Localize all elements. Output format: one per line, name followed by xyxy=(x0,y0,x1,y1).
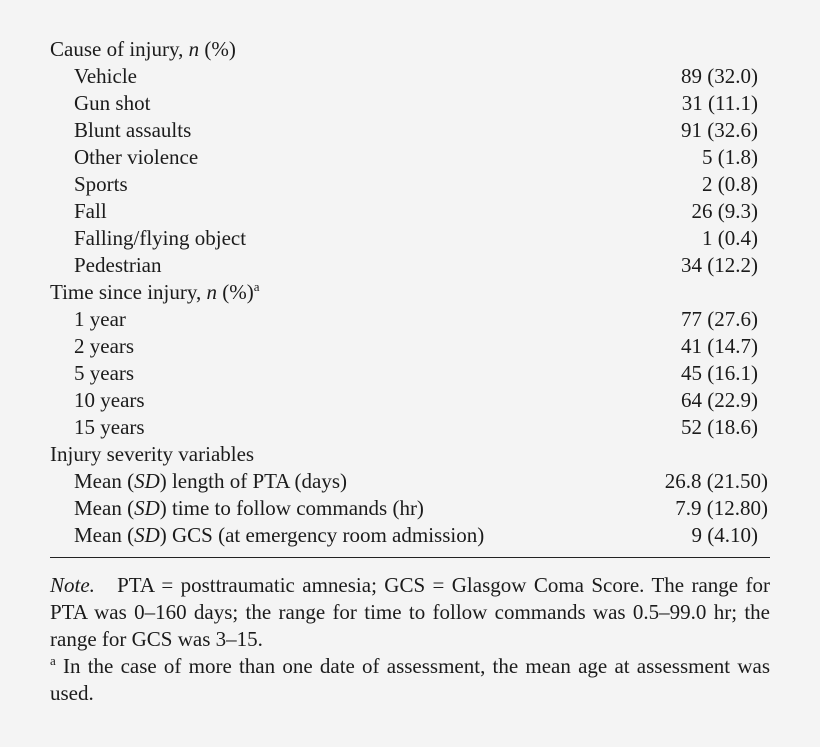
row-value: 52 (18.6) xyxy=(681,415,758,439)
group-heading-label xyxy=(50,279,260,306)
note-paragraph xyxy=(50,572,770,653)
row-label: Falling/flying object xyxy=(74,226,247,250)
table-row xyxy=(50,117,770,144)
row-value: 7.9 (12.80) xyxy=(675,496,768,520)
row-value: 26.8 (21.50) xyxy=(664,469,768,493)
row-label-suffix: ) time to follow commands (hr) xyxy=(159,496,424,520)
row-label: Sports xyxy=(74,172,128,196)
row-label: Pedestrian xyxy=(74,253,162,277)
row-label xyxy=(50,468,347,495)
table-row xyxy=(50,63,770,90)
table-row xyxy=(50,144,770,171)
table-row xyxy=(50,90,770,117)
row-value: 26 (9.3) xyxy=(691,199,758,223)
row-label-italic: SD xyxy=(134,496,160,520)
group-heading-label xyxy=(50,441,254,468)
row-label-italic: SD xyxy=(134,469,160,493)
injury-characteristics-table xyxy=(50,36,770,558)
row-label: Gun shot xyxy=(74,91,151,115)
row-label-prefix: Mean ( xyxy=(74,469,135,493)
note-label: Note. xyxy=(50,573,95,597)
row-value: 31 (11.1) xyxy=(681,91,758,115)
row-value: 77 (27.6) xyxy=(681,307,758,331)
row-label: 1 year xyxy=(74,307,126,331)
table-row xyxy=(50,360,770,387)
row-value: 91 (32.6) xyxy=(681,118,758,142)
table-row xyxy=(50,495,770,522)
row-label: Blunt assaults xyxy=(74,118,192,142)
row-value: 89 (32.0) xyxy=(681,64,758,88)
row-value: 5 (1.8) xyxy=(702,145,758,169)
heading-italic: n xyxy=(206,280,218,304)
row-label: 2 years xyxy=(74,334,135,358)
row-label-italic: SD xyxy=(134,523,160,547)
group-heading-time-since-injury xyxy=(50,279,770,306)
heading-text: Time since injury, xyxy=(50,280,207,304)
heading-text: Injury severity variables xyxy=(50,442,255,466)
table-note xyxy=(50,572,770,707)
row-value: 34 (12.2) xyxy=(681,253,758,277)
group-heading-label xyxy=(50,36,236,63)
footnote-paragraph xyxy=(50,653,770,707)
table-row xyxy=(50,225,770,252)
group-heading-injury-severity xyxy=(50,441,770,468)
table-bottom-rule xyxy=(50,557,770,558)
row-label: 5 years xyxy=(74,361,135,385)
heading-italic: n xyxy=(188,37,200,61)
table-row xyxy=(50,468,770,495)
row-label-prefix: Mean ( xyxy=(74,523,135,547)
table-row xyxy=(50,198,770,225)
table-row xyxy=(50,387,770,414)
row-label xyxy=(50,495,424,522)
row-label: 10 years xyxy=(74,388,145,412)
row-value: 2 (0.8) xyxy=(702,172,758,196)
table-row xyxy=(50,306,770,333)
footnote-text: In the case of more than one date of assessment, the mean age at assessment was used. xyxy=(50,654,770,705)
row-label-suffix: ) GCS (at emergency room admission) xyxy=(159,523,485,547)
table-row xyxy=(50,414,770,441)
heading-suffix: (%) xyxy=(217,280,254,304)
group-heading-cause xyxy=(50,36,770,63)
table-row xyxy=(50,333,770,360)
table-row xyxy=(50,252,770,279)
row-value: 41 (14.7) xyxy=(681,334,758,358)
row-label-prefix: Mean ( xyxy=(74,496,135,520)
row-value: 1 (0.4) xyxy=(702,226,758,250)
row-label-suffix: ) length of PTA (days) xyxy=(159,469,348,493)
row-value: 9 (4.10) xyxy=(691,523,758,547)
row-value: 45 (16.1) xyxy=(681,361,758,385)
heading-text: Cause of injury, xyxy=(50,37,189,61)
row-value: 64 (22.9) xyxy=(681,388,758,412)
footnote-marker: a xyxy=(50,653,56,668)
row-label: 15 years xyxy=(74,415,145,439)
row-label xyxy=(50,522,484,549)
footnote-marker: a xyxy=(253,279,260,294)
heading-suffix: (%) xyxy=(199,37,236,61)
table-row xyxy=(50,522,770,549)
row-label: Fall xyxy=(74,199,107,223)
table-row xyxy=(50,171,770,198)
row-label: Vehicle xyxy=(74,64,137,88)
row-label: Other violence xyxy=(74,145,199,169)
note-text: PTA = posttraumatic amnesia; GCS = Glasgow Coma Score. The range for PTA was 0–160 days; the range for time to follow commands was 0.5–99.0 hr; the range for GCS was 3–15. xyxy=(50,573,771,651)
